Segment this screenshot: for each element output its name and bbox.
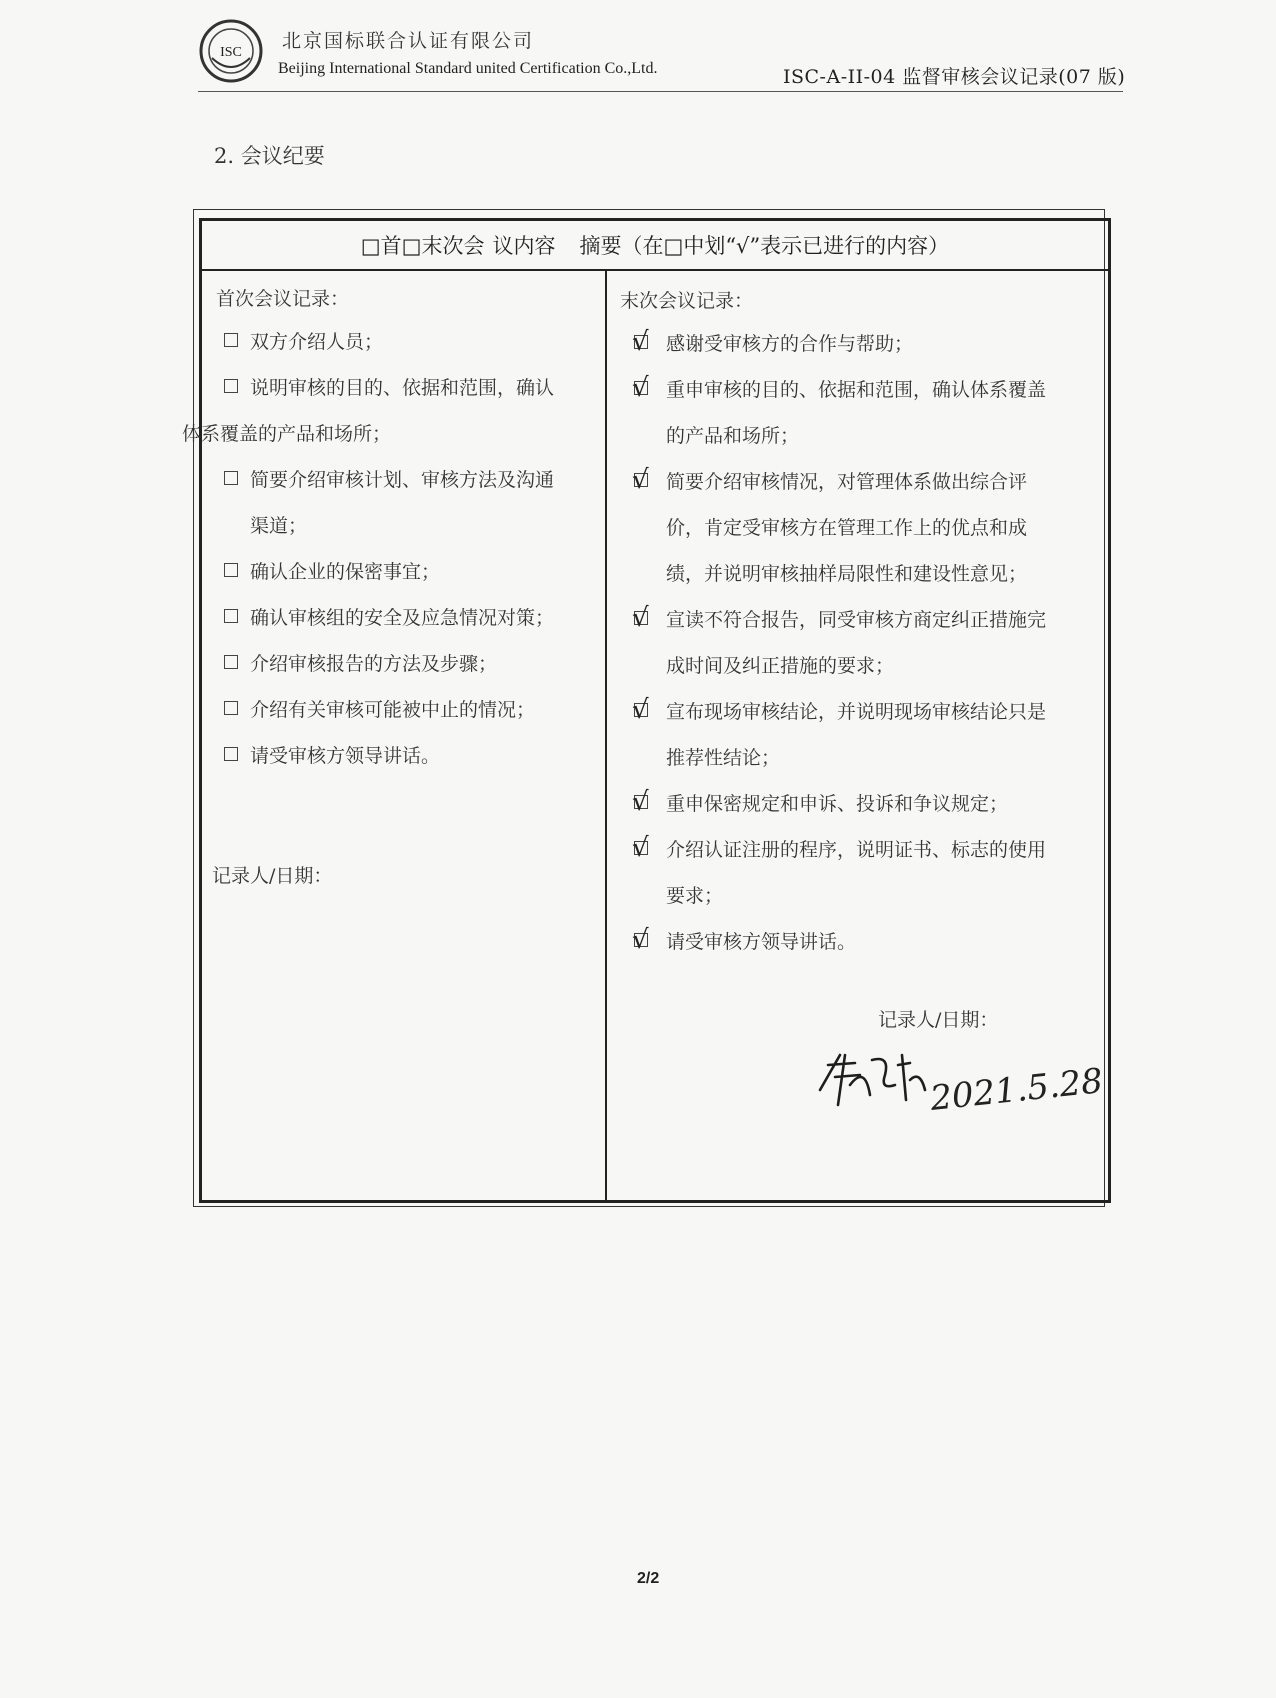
item-text-cont: 绩，并说明审核抽样局限性和建设性意见； (666, 563, 1028, 585)
first-item-2 (182, 365, 598, 457)
item-text-cont: 价，肯定受审核方在管理工作上的优点和成 (666, 517, 1028, 539)
header-part-2: 议内容 (492, 234, 556, 258)
first-item-8 (216, 733, 598, 779)
final-item-8 (620, 919, 1106, 965)
check-mark-icon: √ (632, 465, 649, 495)
check-mark-icon: √ (632, 833, 649, 863)
company-name-cn: 北京国标联合认证有限公司 (282, 30, 535, 52)
item-text: 请受审核方领导讲话。 (666, 931, 857, 953)
header-part-1: □首□末次会 (360, 234, 485, 258)
check-mark-icon: √ (632, 373, 649, 403)
checkbox[interactable] (224, 655, 238, 669)
checkbox[interactable] (224, 471, 238, 485)
item-text-cont: 成时间及纠正措施的要求； (666, 655, 895, 677)
item-text: 介绍认证注册的程序，说明证书、标志的使用 (666, 839, 1047, 861)
item-text-cont: 要求； (666, 885, 724, 907)
final-item-1 (620, 321, 1106, 367)
item-text-cont: 体系覆盖的产品和场所； (182, 423, 392, 445)
final-item-7 (620, 827, 1106, 919)
table-header (202, 221, 1108, 271)
first-item-6 (216, 641, 598, 687)
final-item-5 (620, 689, 1106, 781)
item-text: 宣读不符合报告，同受审核方商定纠正措施完 (666, 609, 1047, 631)
first-meeting-title: 首次会议记录： (216, 288, 350, 310)
item-text: 请受审核方领导讲话。 (250, 745, 441, 767)
final-item-6 (620, 781, 1106, 827)
first-item-7 (216, 687, 598, 733)
final-recorder-label: 记录人/日期： (878, 1009, 999, 1031)
check-mark-icon: √ (632, 925, 649, 955)
company-name-en: Beijing International Standard united Certification Co.,Ltd. (278, 60, 658, 77)
signature-date: 2021.5.28 (928, 1061, 1105, 1119)
checkbox[interactable] (224, 747, 238, 761)
checkbox[interactable] (224, 563, 238, 577)
column-divider (605, 271, 607, 1203)
item-text-cont: 的产品和场所； (666, 425, 800, 447)
first-item-5 (216, 595, 598, 641)
item-text: 介绍有关审核可能被中止的情况； (250, 699, 536, 721)
checkbox[interactable] (224, 609, 238, 623)
item-text-cont: 推荐性结论； (666, 747, 781, 769)
final-item-3 (620, 459, 1106, 597)
item-text: 双方介绍人员； (250, 331, 384, 353)
first-item-4 (216, 549, 598, 595)
first-recorder-label: 记录人/日期： (212, 865, 333, 887)
logo-text: ISC (220, 45, 242, 60)
checkbox[interactable] (224, 701, 238, 715)
item-text: 感谢受审核方的合作与帮助； (666, 333, 914, 355)
first-item-1 (216, 319, 598, 365)
check-mark-icon: √ (632, 695, 649, 725)
item-text-cont: 渠道； (250, 515, 308, 537)
item-text: 确认审核组的安全及应急情况对策； (250, 607, 555, 629)
isc-logo-icon (198, 18, 264, 84)
check-mark-icon: √ (632, 603, 649, 633)
document-code: ISC-A-II-04 监督审核会议记录(07 版) (783, 66, 1126, 88)
final-meeting-title: 末次会议记录： (620, 290, 754, 312)
header-part-3: 摘要（在□中划“√”表示已进行的内容） (579, 234, 950, 258)
item-text: 介绍审核报告的方法及步骤； (250, 653, 498, 675)
final-meeting-column (620, 281, 1106, 965)
item-text: 确认企业的保密事宜； (250, 561, 441, 583)
final-item-4 (620, 597, 1106, 689)
item-text: 简要介绍审核计划、审核方法及沟通 (250, 469, 555, 491)
item-text: 重申审核的目的、依据和范围，确认体系覆盖 (666, 379, 1047, 401)
check-mark-icon: √ (632, 787, 649, 817)
item-text: 宣布现场审核结论，并说明现场审核结论只是 (666, 701, 1047, 723)
item-text: 简要介绍审核情况，对管理体系做出综合评 (666, 471, 1028, 493)
first-item-3 (216, 457, 598, 549)
final-item-2 (620, 367, 1106, 459)
checkbox[interactable] (224, 333, 238, 347)
check-mark-icon: √ (632, 327, 649, 357)
checkbox[interactable] (224, 379, 238, 393)
section-title: 2. 会议纪要 (214, 144, 325, 168)
header-divider (198, 91, 1123, 92)
item-text: 重申保密规定和申诉、投诉和争议规定； (666, 793, 1009, 815)
item-text: 说明审核的目的、依据和范围，确认 (250, 377, 555, 399)
page-number: 2/2 (637, 1570, 660, 1587)
first-meeting-column (182, 279, 598, 779)
